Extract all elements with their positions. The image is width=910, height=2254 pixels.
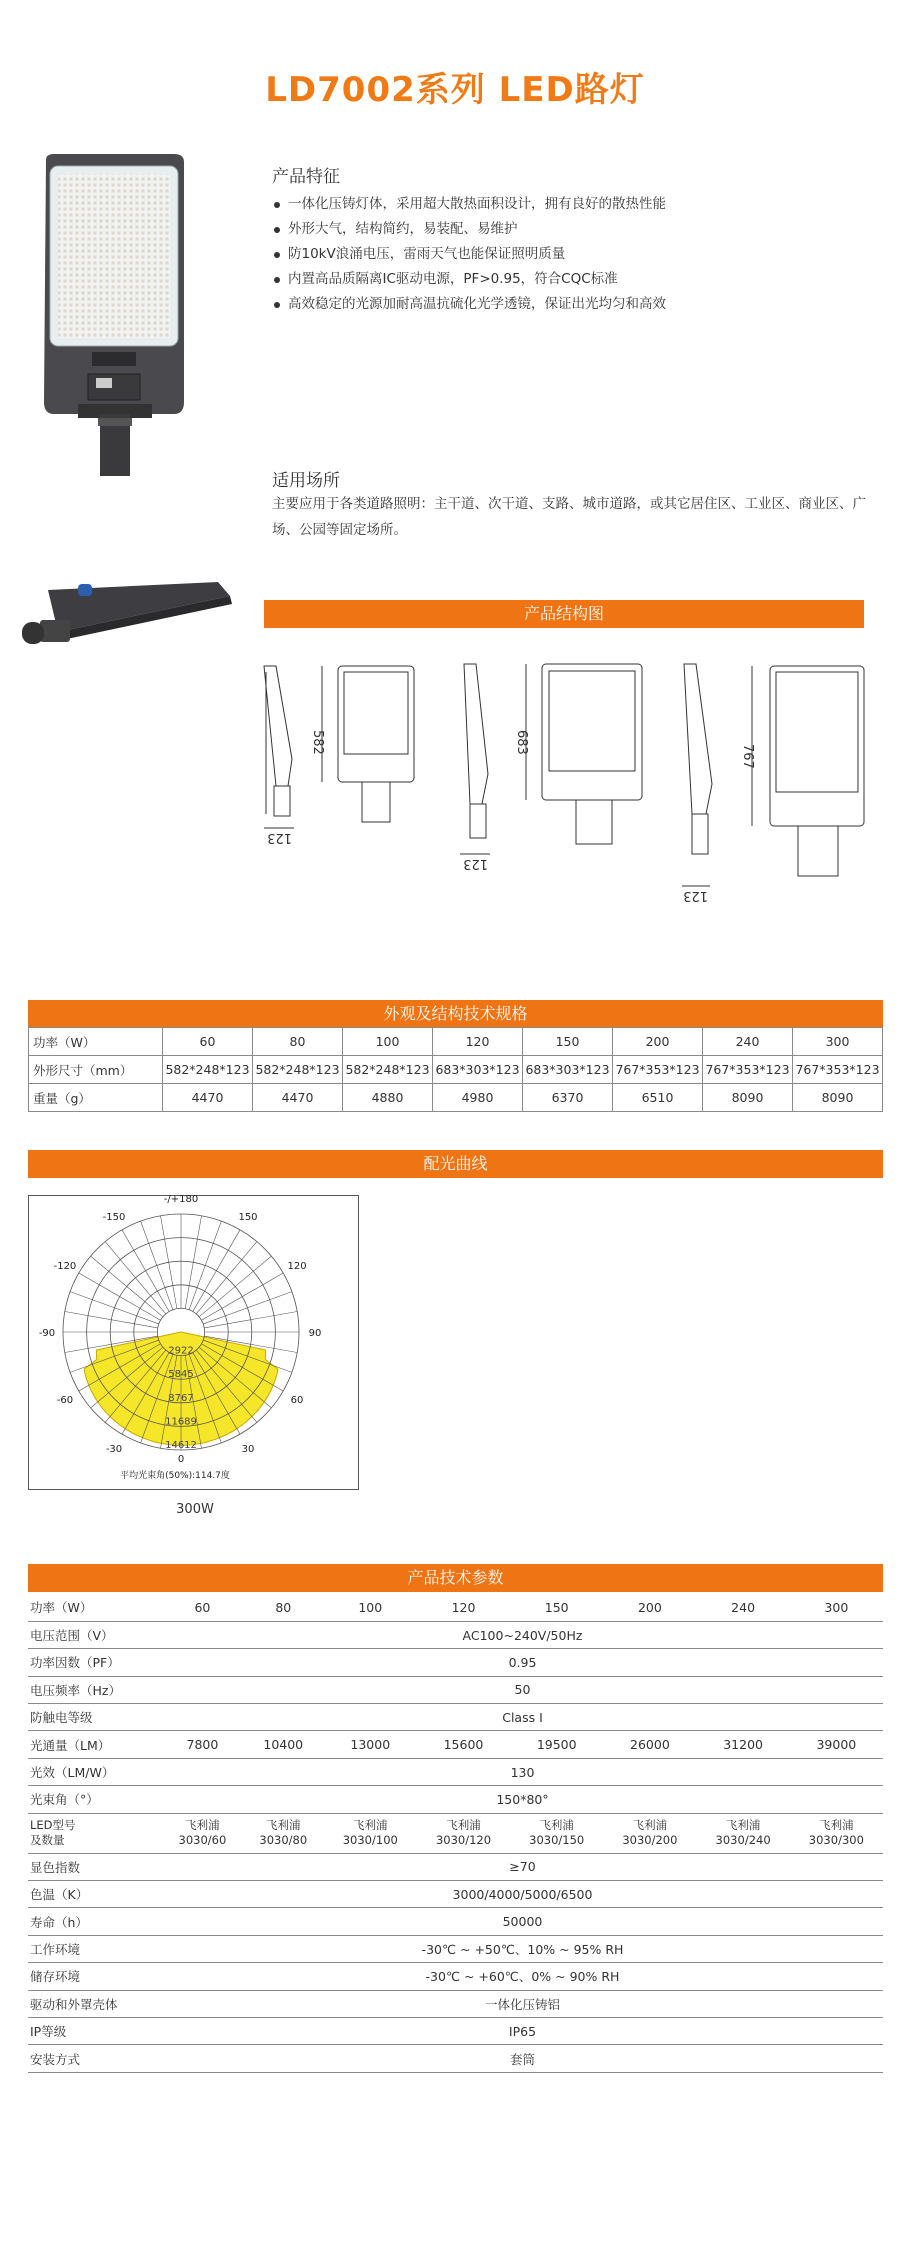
tech-row [28, 1594, 883, 1621]
tech-cell: IP65 [162, 2017, 883, 2044]
tech-cell: 39000 [790, 1731, 883, 1758]
tech-cell: 130 [162, 1758, 883, 1785]
polar-angle-label: -/+180 [163, 1194, 199, 1205]
tech-row [28, 2045, 883, 2072]
polar-diagram [29, 1196, 360, 1491]
polar-spoke [122, 1230, 169, 1312]
tech-row-label: 电压范围（V） [28, 1621, 162, 1648]
tech-row-label: 光束角（°） [28, 1786, 162, 1813]
led-model: 3030/150 [529, 1833, 585, 1848]
tech-row-label: 安装方式 [28, 2045, 162, 2072]
spec-cell: 582*248*123 [253, 1056, 343, 1084]
polar-spoke [161, 1216, 177, 1309]
tech-cell: 150*80° [162, 1786, 883, 1813]
tech-row-label: 电压频率（Hz） [28, 1676, 162, 1703]
led-label-line: 及数量 [30, 1833, 65, 1848]
polar-spoke [70, 1292, 159, 1324]
spec-row [29, 1084, 883, 1112]
led-model: 3030/80 [259, 1833, 308, 1848]
led-brand: 飞利浦 [185, 1818, 220, 1833]
led-model: 3030/100 [342, 1833, 398, 1848]
polar-spoke [79, 1273, 161, 1320]
feature-item: 一体化压铸灯体，采用超大散热面积设计，拥有良好的散热性能 [272, 192, 872, 217]
spec-table [28, 1027, 883, 1112]
spec-cell: 4470 [163, 1084, 253, 1112]
polar-spoke [199, 1256, 271, 1317]
tech-cell: AC100~240V/50Hz [162, 1621, 883, 1648]
led-model: 3030/60 [178, 1833, 227, 1848]
led-label-line: LED型号 [30, 1818, 76, 1833]
tech-row-label: 色温（K） [28, 1881, 162, 1908]
polar-angle-label: 90 [308, 1328, 322, 1339]
led-model: 3030/240 [715, 1833, 771, 1848]
tech-row [28, 2017, 883, 2044]
led-brand: 飞利浦 [539, 1818, 574, 1833]
tech-cell [324, 1813, 417, 1853]
spec-cell: 767*353*123 [703, 1056, 793, 1084]
tech-cell: ≥70 [162, 1853, 883, 1880]
tech-cell: 套筒 [162, 2045, 883, 2072]
polar-spoke [65, 1312, 158, 1328]
dim-depth-123-c: 123 [683, 888, 708, 903]
tech-table [28, 1594, 883, 2073]
led-brand: 飞利浦 [266, 1818, 301, 1833]
spec-cell: 683*303*123 [433, 1056, 523, 1084]
dim-height-683: 683 [514, 730, 529, 755]
polar-spoke [193, 1230, 240, 1312]
led-model: 3030/200 [622, 1833, 678, 1848]
tech-cell: 150 [510, 1594, 603, 1621]
led-brand: 飞利浦 [353, 1818, 388, 1833]
polar-angle-label: -120 [53, 1261, 77, 1272]
tech-cell: 80 [243, 1594, 324, 1621]
spec-cell: 4980 [433, 1084, 523, 1112]
spec-cell: 683*303*123 [523, 1056, 613, 1084]
structure-drawing [264, 664, 864, 903]
polar-value-label: 5845 [168, 1369, 194, 1381]
spec-cell: 200 [613, 1028, 703, 1056]
polar-value-label: 2922 [168, 1345, 194, 1357]
tech-row [28, 1853, 883, 1880]
spec-cell: 240 [703, 1028, 793, 1056]
tech-row [28, 1731, 883, 1758]
tech-cell: 26000 [603, 1731, 696, 1758]
spec-cell: 767*353*123 [613, 1056, 703, 1084]
tech-cell: Class Ⅰ [162, 1704, 883, 1731]
tech-row-label: 工作环境 [28, 1935, 162, 1962]
polar-beam-angle-caption: 平均光束角(50%):114.7度 [120, 1471, 230, 1481]
polar-value-label: 11689 [165, 1416, 197, 1428]
tech-cell: 240 [697, 1594, 790, 1621]
tech-cell [603, 1813, 696, 1853]
tech-row [28, 1935, 883, 1962]
led-brand: 飞利浦 [446, 1818, 481, 1833]
streetlight-side-image [18, 560, 238, 660]
polar-spoke [196, 1242, 257, 1314]
polar-spoke [201, 1273, 283, 1320]
tech-row-label: 显色指数 [28, 1853, 162, 1880]
spec-cell: 120 [433, 1028, 523, 1056]
tech-cell: 60 [162, 1594, 243, 1621]
tech-row [28, 1676, 883, 1703]
spec-cell: 8090 [703, 1084, 793, 1112]
spec-cell: 582*248*123 [163, 1056, 253, 1084]
polar-angle-label: 120 [287, 1261, 307, 1272]
tech-cell: 300 [790, 1594, 883, 1621]
tech-cell [243, 1813, 324, 1853]
feature-item: 内置高品质隔离IC驱动电源，PF>0.95，符合CQC标准 [272, 267, 872, 292]
dim-height-582: 582 [310, 730, 325, 755]
polar-spoke [141, 1221, 173, 1310]
polar-heading: 配光曲线 [28, 1150, 883, 1178]
tech-row-label [28, 1813, 162, 1853]
tech-row [28, 1908, 883, 1935]
streetlight-front-image [38, 152, 190, 482]
spec-heading: 外观及结构技术规格 [28, 1000, 883, 1027]
polar-value-label: 8767 [168, 1392, 194, 1404]
tech-cell [697, 1813, 790, 1853]
spec-cell: 80 [253, 1028, 343, 1056]
tech-cell: 15600 [417, 1731, 510, 1758]
polar-value-label: 14612 [165, 1440, 197, 1451]
tech-row [28, 1990, 883, 2017]
polar-angle-label: -30 [105, 1444, 123, 1456]
tech-row [28, 1649, 883, 1676]
tech-cell: 120 [417, 1594, 510, 1621]
spec-cell: 60 [163, 1028, 253, 1056]
spec-row-label: 重量（g） [29, 1084, 163, 1112]
polar-spoke [185, 1216, 201, 1309]
structure-heading: 产品结构图 [264, 600, 864, 628]
application-heading: 适用场所 [272, 471, 340, 491]
feature-item: 外形大气，结构简约，易装配、易维护 [272, 217, 872, 242]
spec-row [29, 1028, 883, 1056]
polar-angle-label: 150 [238, 1211, 258, 1223]
led-model: 3030/120 [435, 1833, 492, 1848]
spec-row-label: 外形尺寸（mm） [29, 1056, 163, 1084]
tech-cell: 3000/4000/5000/6500 [162, 1881, 883, 1908]
tech-row-label: 驱动和外罩壳体 [28, 1990, 162, 2017]
tech-heading: 产品技术参数 [28, 1564, 883, 1592]
tech-cell [510, 1813, 603, 1853]
tech-cell: 13000 [324, 1731, 417, 1758]
tech-cell: 200 [603, 1594, 696, 1621]
tech-cell: -30℃ ~ +60℃、0% ~ 90% RH [162, 1963, 883, 1990]
polar-angle-label: 0 [177, 1454, 185, 1465]
tech-row-label: 功率因数（PF） [28, 1649, 162, 1676]
tech-row-label: 防触电等级 [28, 1704, 162, 1731]
spec-cell: 300 [793, 1028, 883, 1056]
dim-height-767: 767 [740, 744, 755, 769]
tech-row [28, 1704, 883, 1731]
spec-cell: 150 [523, 1028, 613, 1056]
led-brand: 飞利浦 [819, 1818, 854, 1833]
polar-diagram-frame [28, 1195, 359, 1490]
tech-row-label: 功率（W） [28, 1594, 162, 1621]
polar-caption: 300W [176, 1502, 214, 1517]
tech-cell [417, 1813, 510, 1853]
tech-cell: 0.95 [162, 1649, 883, 1676]
dim-depth-123-a: 123 [267, 830, 292, 845]
spec-cell: 8090 [793, 1084, 883, 1112]
tech-row [28, 1621, 883, 1648]
spec-cell: 6370 [523, 1084, 613, 1112]
tech-row-label: 光通量（LM） [28, 1731, 162, 1758]
tech-row [28, 1813, 883, 1853]
polar-spoke [204, 1312, 297, 1328]
polar-angle-label: -90 [38, 1328, 56, 1339]
spec-row-label: 功率（W） [29, 1028, 163, 1056]
polar-angle-label: -60 [56, 1395, 74, 1406]
tech-row [28, 1786, 883, 1813]
polar-spoke [189, 1221, 221, 1310]
polar-angle-label: 30 [241, 1444, 255, 1456]
polar-angle-label: 60 [290, 1395, 304, 1406]
spec-cell: 582*248*123 [343, 1056, 433, 1084]
tech-cell [162, 1813, 243, 1853]
tech-row-label: 储存环境 [28, 1963, 162, 1990]
tech-cell: 10400 [243, 1731, 324, 1758]
polar-spoke [203, 1292, 292, 1324]
spec-cell: 767*353*123 [793, 1056, 883, 1084]
tech-cell: 50000 [162, 1908, 883, 1935]
tech-row-label: 寿命（h） [28, 1908, 162, 1935]
tech-cell: -30℃ ~ +50℃、10% ~ 95% RH [162, 1935, 883, 1962]
tech-cell: 19500 [510, 1731, 603, 1758]
spec-cell: 100 [343, 1028, 433, 1056]
tech-row [28, 1758, 883, 1785]
tech-row [28, 1881, 883, 1908]
tech-cell: 7800 [162, 1731, 243, 1758]
spec-row [29, 1056, 883, 1084]
spec-cell: 4470 [253, 1084, 343, 1112]
tech-row-label: 光效（LM/W） [28, 1758, 162, 1785]
tech-cell: 一体化压铸铝 [162, 1990, 883, 2017]
polar-spoke [91, 1256, 163, 1317]
polar-spoke [105, 1242, 166, 1314]
feature-item: 高效稳定的光源加耐高温抗硫化光学透镜，保证出光均匀和高效 [272, 292, 872, 317]
tech-row [28, 1963, 883, 1990]
led-brand: 飞利浦 [632, 1818, 668, 1833]
led-brand: 飞利浦 [725, 1818, 761, 1833]
tech-cell: 100 [324, 1594, 417, 1621]
dim-depth-123-b: 123 [463, 856, 488, 871]
polar-angle-label: -150 [102, 1211, 126, 1223]
led-model: 3030/300 [808, 1833, 864, 1848]
tech-row-label: IP等级 [28, 2017, 162, 2044]
feature-item: 防10kV浪涌电压，雷雨天气也能保证照明质量 [272, 242, 872, 267]
page-title: LD7002系列 LED路灯 [265, 70, 645, 110]
spec-cell: 6510 [613, 1084, 703, 1112]
tech-cell: 50 [162, 1676, 883, 1703]
application-text: 主要应用于各类道路照明：主干道、次干道、支路、城市道路，或其它居住区、工业区、商业区、广场、公园等固定场所。 [272, 496, 866, 538]
tech-cell [790, 1813, 883, 1853]
tech-cell: 31200 [697, 1731, 790, 1758]
spec-cell: 4880 [343, 1084, 433, 1112]
features-list [272, 192, 872, 317]
features-heading: 产品特征 [272, 167, 340, 187]
